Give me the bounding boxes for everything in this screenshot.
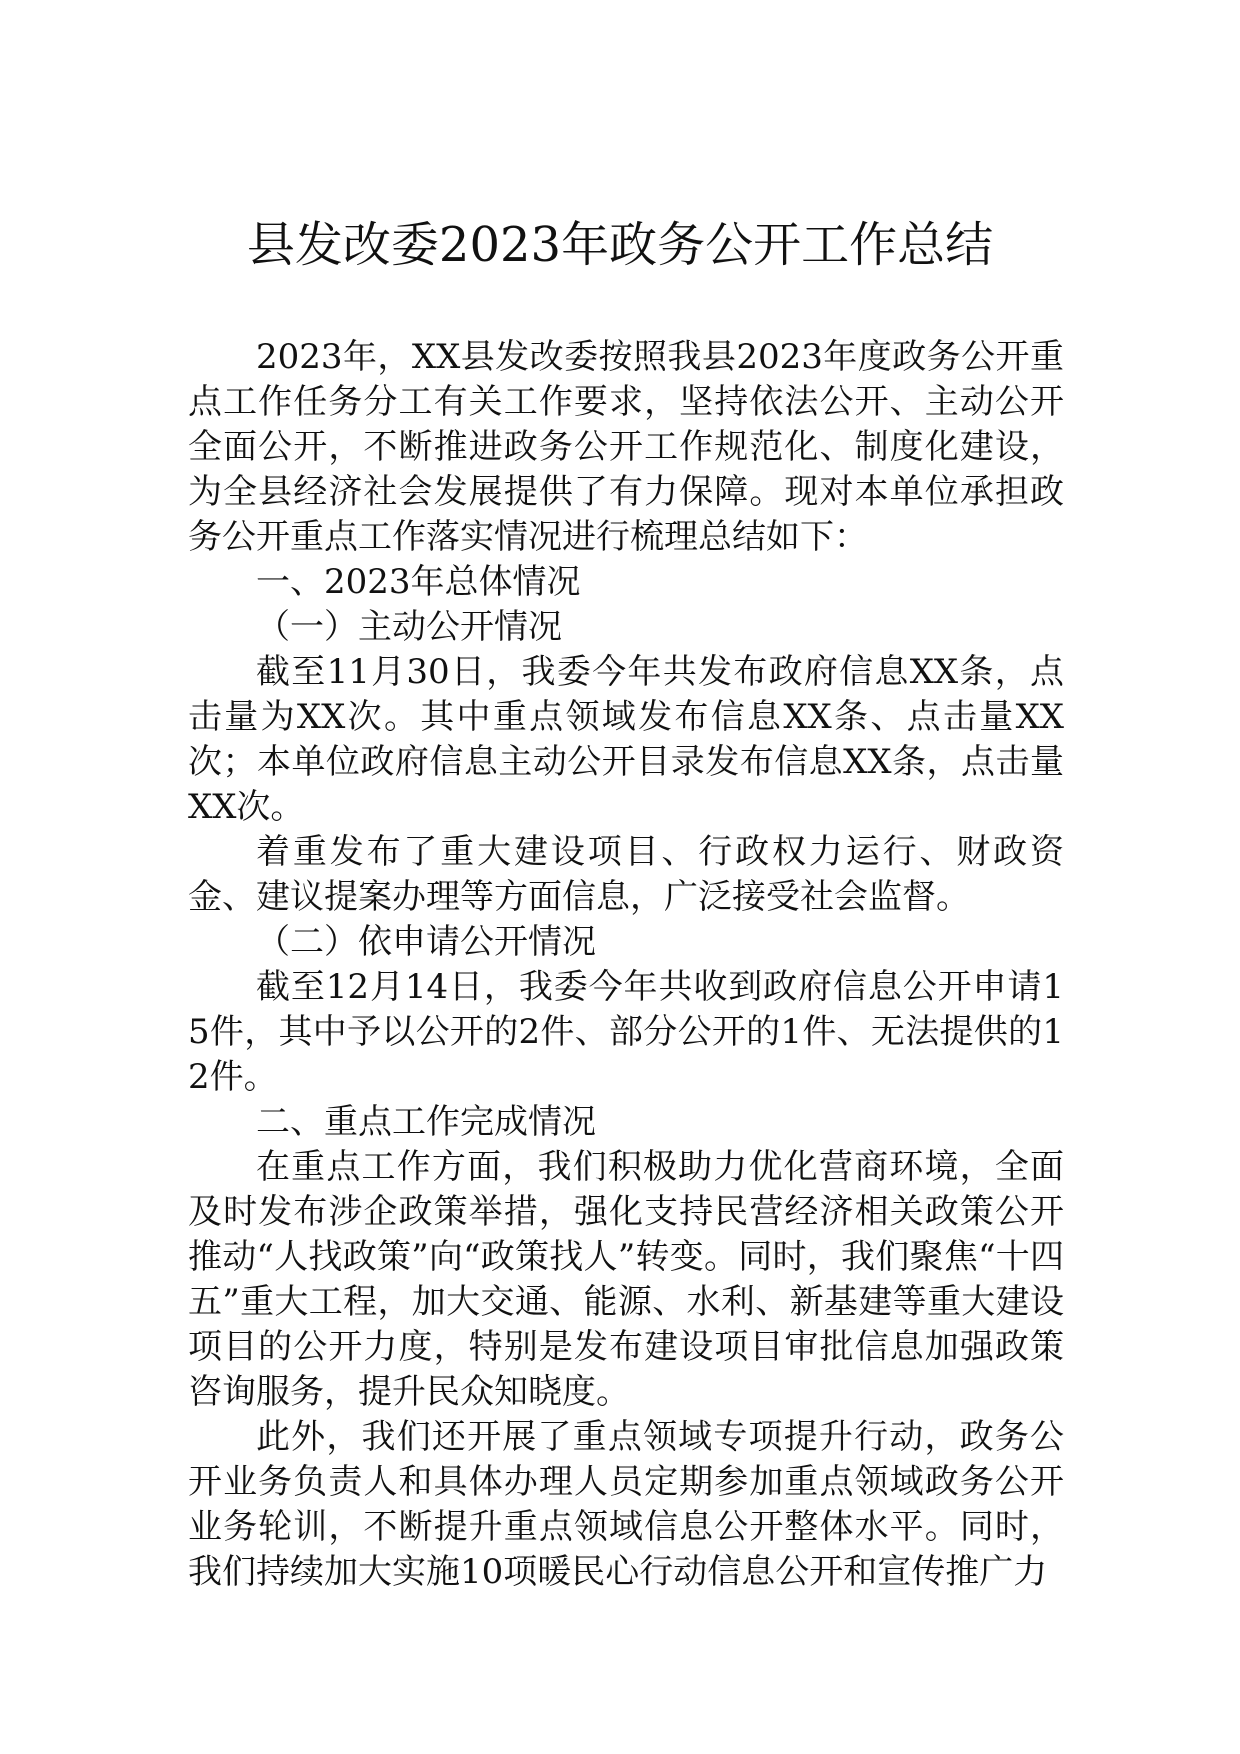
section1-heading: 一、2023年总体情况 [256,562,581,602]
section1-sub2-paragraph-1: 截至12月14日，我委今年共收到政府信息公开申请15件，其中予以公开的2件、部分公开的1件、无法提供的12件。 [188,967,1064,1097]
section1-sub2-heading: （二）依申请公开情况 [256,922,596,962]
intro-paragraph: 2023年，XX县发改委按照我县2023年度政务公开重点工作任务分工有关工作要求，坚持依法公开、主动公开全面公开，不断推进政务公开工作规范化、制度化建设，为全县经济社会发展提供了有力保障。现对本单位承担政务公开重点工作落实情况进行梳理总结如下： [188,337,1064,557]
section1-sub1-paragraph-2: 着重发布了重大建设项目、行政权力运行、财政资金、建议提案办理等方面信息，广泛接受社会监督。 [188,832,1064,917]
section1-sub1-paragraph-1: 截至11月30日，我委今年共发布政府信息XX条，点击量为XX次。其中重点领域发布信息XX条、点击量XX次；本单位政府信息主动公开目录发布信息XX条，点击量XX次。 [188,652,1064,827]
document-title: 县发改委2023年政务公开工作总结 [246,217,994,273]
section2-heading: 二、重点工作完成情况 [256,1102,596,1142]
section2-paragraph-2: 此外，我们还开展了重点领域专项提升行动，政务公开业务负责人和具体办理人员定期参加重点领域政务公开业务轮训，不断提升重点领域信息公开整体水平。同时，我们持续加大实施10项暖民心行动信息公开和宣传推广力 [188,1417,1064,1592]
document-body [188,335,1064,1595]
section1-sub1-heading: （一）主动公开情况 [256,607,562,647]
section2-paragraph-1: 在重点工作方面，我们积极助力优化营商环境，全面及时发布涉企政策举措，强化支持民营经济相关政策公开推动“人找政策”向“政策找人”转变。同时，我们聚焦“十四五”重大工程，加大交通、能源、水利、新基建等重大建设项目的公开力度，特别是发布建设项目审批信息加强政策咨询服务，提升民众知晓度。 [188,1147,1064,1412]
